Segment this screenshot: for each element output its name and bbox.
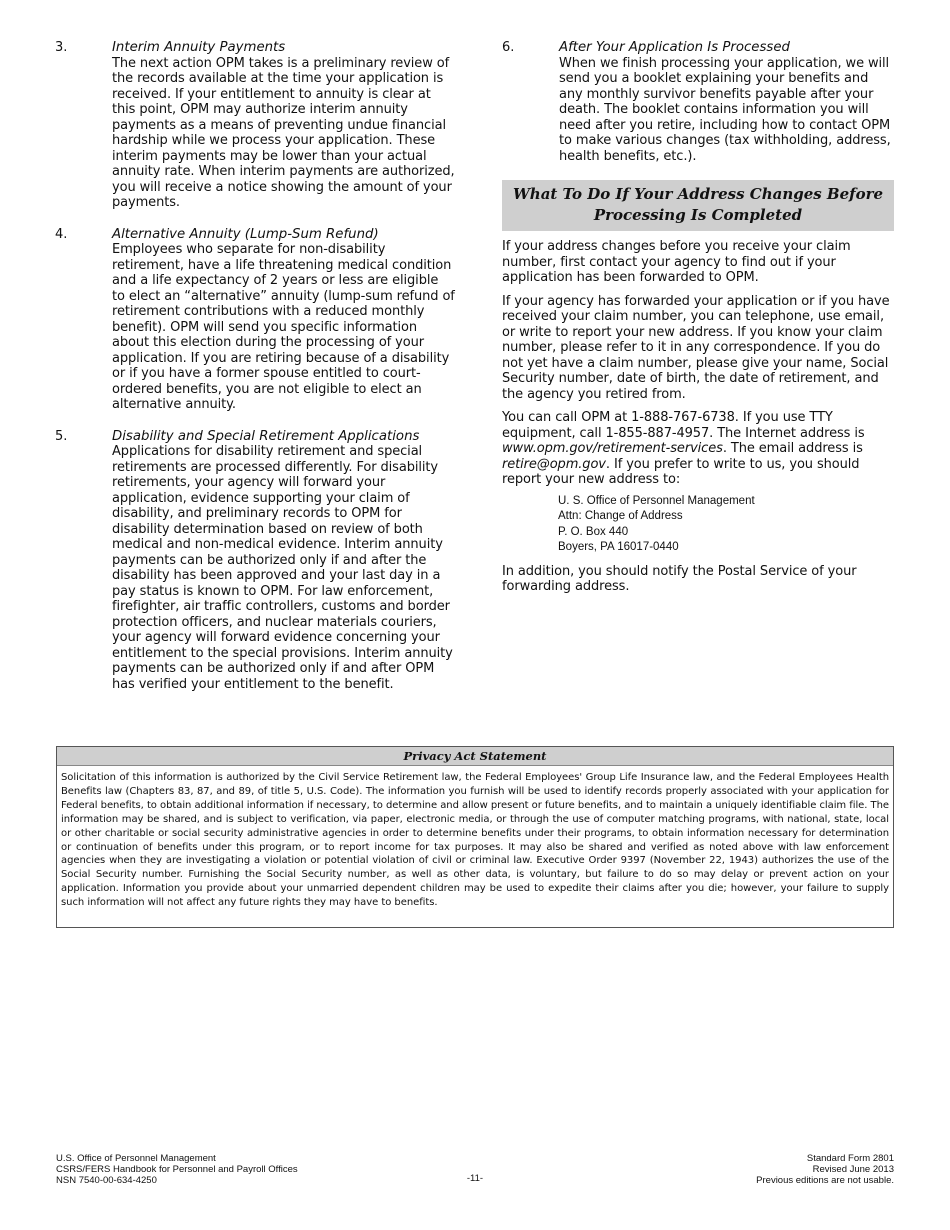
- section-body: When we finish processing your application, we will send you a booklet explaining your benefits and any monthly survivor benefits payable after your death. The booklet contains information you will need after you retire, including how to contact OPM to make various changes (tax withholding, address, health benefits, etc.).: [559, 55, 891, 164]
- section-title: Disability and Special Retirement Applications: [112, 428, 420, 444]
- section-title: Alternative Annuity (Lump-Sum Refund): [112, 226, 379, 242]
- address-change-heading: What To Do If Your Address Changes Before Processing Is Completed: [502, 180, 894, 231]
- website-link[interactable]: www.opm.gov/retirement-services: [502, 441, 723, 456]
- contact-text: . The email address is: [722, 441, 863, 456]
- section-5: [55, 429, 455, 693]
- section-number: 6.: [502, 40, 515, 55]
- contact-text: You can call OPM at 1-888-767-6738. If you use TTY equipment, call 1-855-887-4957. The Internet address is: [502, 410, 865, 441]
- address-paragraph-1: If your address changes before you receive your claim number, first contact your agency to find out if your application has been forwarded to OPM.: [502, 239, 851, 285]
- section-number: 5.: [55, 428, 68, 444]
- footer-line: CSRS/FERS Handbook for Personnel and Payroll Offices: [56, 1164, 298, 1175]
- privacy-act-body: Solicitation of this information is authorized by the Civil Service Retirement law, the Federal Employees' Group Life Insurance law, and the Federal Employees Health Benefits law (Chapters 83, 87, and 89, of title 5, U.S. Code). The information you furnish will be used to identify records properly associated with your application for Federal benefits, to obtain additional information if necessary, to determine and allow present or future benefits, and to maintain a uniquely identifiable claim file. The information may be shared, and is subject to verification, via paper, electronic media, or through the use of computer matching programs, with national, state, local or other charitable or social security administrative agencies in order to determine benefits under their programs, to obtain information necessary for determination or continuation of benefits under this program, or to report income for tax purposes. It may also be shared and verified as noted above with law enforcement agencies when they are investigating a violation or potential violation of civil or criminal law. Executive Order 9397 (November 22, 1943) authorizes the use of the Social Security number. Furnishing the Social Security number, as well as other data, is voluntary, but failure to do so may delay or prevent action on your application. Information you provide about your unmarried dependent children may be used to expedite their claims after you die; however, your failure to supply such information will not affect any future rights they may have to benefits.: [61, 772, 889, 909]
- section-number: 3.: [55, 40, 68, 55]
- footer-line: NSN 7540-00-634-4250: [56, 1175, 157, 1186]
- privacy-act-box: [56, 746, 894, 928]
- footer-right: [756, 1153, 894, 1186]
- contact-paragraph: [502, 410, 894, 488]
- contact-text: . If you prefer to write to us, you should report your new address to:: [502, 456, 860, 487]
- address-line: U. S. Office of Personnel Management: [558, 494, 755, 507]
- section-4: [55, 227, 455, 413]
- section-3: [55, 40, 455, 211]
- section-number: 4.: [55, 226, 68, 242]
- left-column: [55, 40, 455, 708]
- address-line: P. O. Box 440: [558, 525, 629, 538]
- footer-line: Revised June 2013: [812, 1164, 894, 1175]
- footer-line: U.S. Office of Personnel Management: [56, 1153, 216, 1164]
- section-6: [502, 40, 894, 164]
- privacy-act-title: Privacy Act Statement: [57, 747, 893, 766]
- footer-line: Standard Form 2801: [806, 1153, 894, 1164]
- mailing-address: [502, 494, 894, 556]
- section-title: After Your Application Is Processed: [559, 40, 790, 55]
- address-line: Attn: Change of Address: [558, 510, 683, 522]
- postal-paragraph: In addition, you should notify the Postal Service of your forwarding address.: [502, 563, 857, 594]
- right-column: [502, 40, 894, 595]
- section-body: Applications for disability retirement and special retirements are processed differently. For disability retirements, your agency will forward your application, evidence supporting your claim of disability, and preliminary records to OPM for disability determination based on review of both medical and non-medical evidence. Interim annuity payments can be authorized only if and after the disability has been approved and your last day in a pay status is known to OPM. For law enforcement, firefighter, air traffic controllers, customs and border protection officers, and nuclear materials couriers, your agency will forward evidence concerning your entitlement to the special provisions. Interim annuity payments can be authorized only if and after OPM has verified your entitlement to the benefit.: [112, 444, 453, 692]
- address-paragraph-2: If your agency has forwarded your application or if you have received your claim number, you can telephone, use email, or write to report your new address. If you know your claim number, please refer to it in any correspondence. If you do not yet have a claim number, please give your name, Social Security number, date of birth, the date of retirement, and the agency you retired from.: [502, 293, 890, 402]
- page-number: -11-: [466, 1173, 484, 1184]
- footer-line: Previous editions are not usable.: [756, 1175, 894, 1186]
- section-body: The next action OPM takes is a preliminary review of the records available at the time your application is received. If your entitlement to annuity is clear at this point, OPM may authorize interim annuity payments as a means of preventing undue financial hardship while we process your application. These interim payments may be lower than your actual annuity rate. When interim payments are authorized, you will receive a notice showing the amount of your payments.: [112, 55, 455, 210]
- address-line: Boyers, PA 16017-0440: [558, 541, 679, 553]
- email-link[interactable]: retire@opm.gov: [502, 456, 606, 472]
- section-body: Employees who separate for non-disability retirement, have a life threatening medical condition and a life expectancy of 2 years or less are eligible to elect an “alternative” annuity (lump-sum refund of retirement contributions with a reduced monthly benefit). OPM will send you specific information about this election during the processing of your application. If you are retiring because of a disability or if you have a former spouse entitled to court-ordered benefits, you are not eligible to elect an alternative annuity.: [112, 242, 455, 412]
- section-title: Interim Annuity Payments: [112, 40, 286, 55]
